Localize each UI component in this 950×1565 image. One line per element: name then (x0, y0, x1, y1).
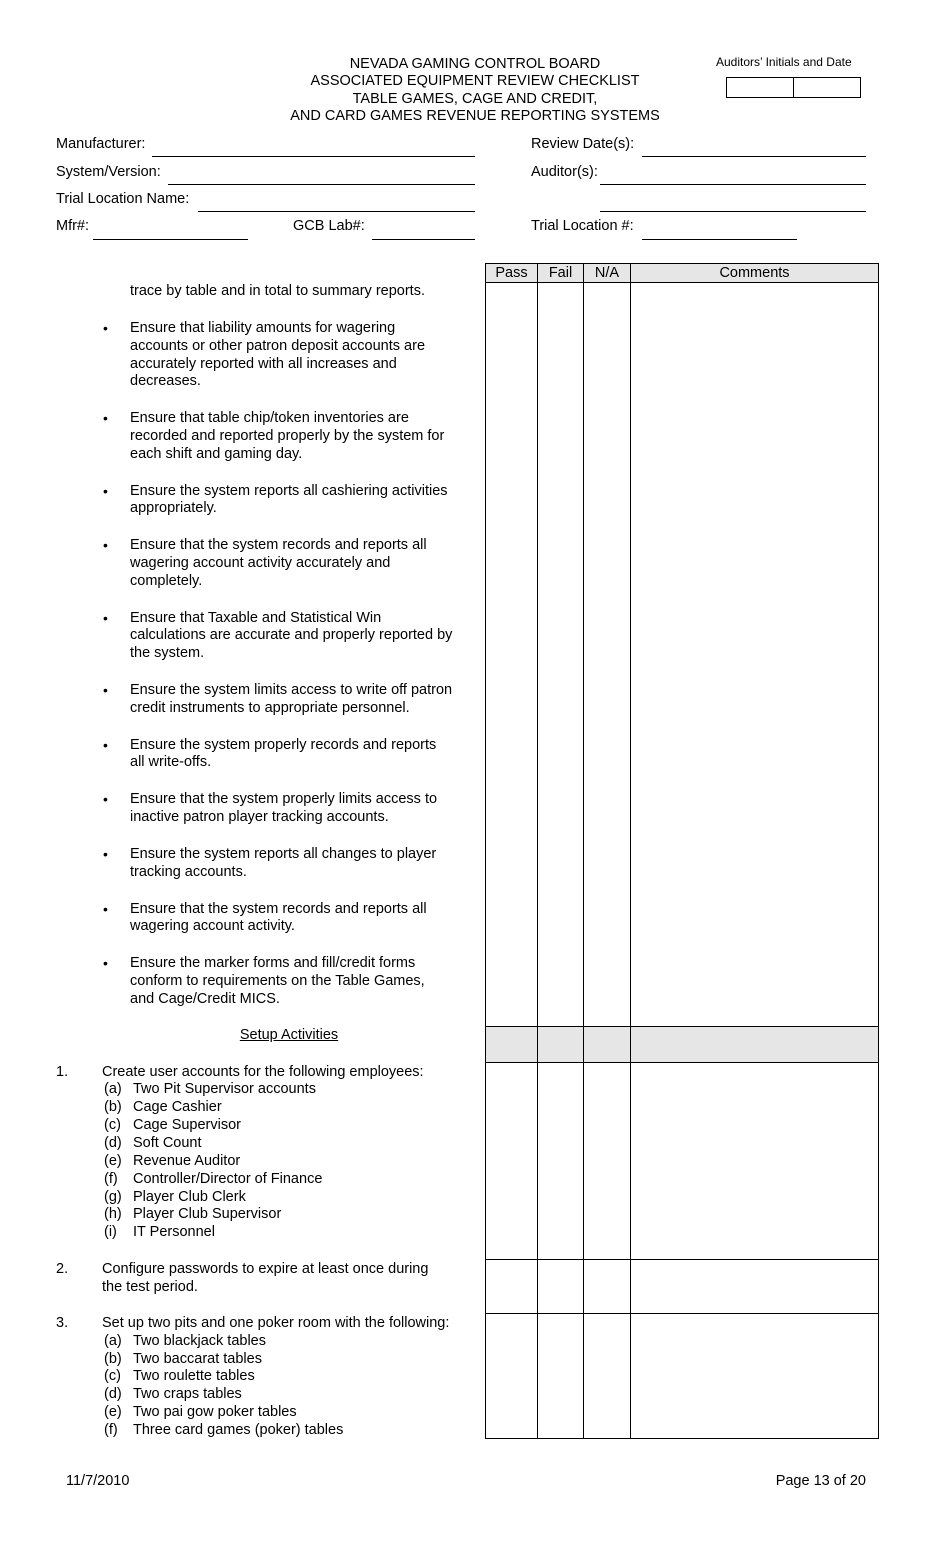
sub-text: Player Club Supervisor (133, 1206, 282, 1222)
bullet-line: accurately reported with all increases and (130, 356, 397, 372)
bullet-line: calculations are accurate and properly reported by (130, 627, 453, 643)
bullet-line: recorded and reported properly by the system for (130, 428, 445, 444)
sub-text: Cage Cashier (133, 1099, 222, 1115)
bullet-line: accounts or other patron deposit accounts are (130, 338, 426, 354)
sub-text: IT Personnel (133, 1224, 215, 1240)
bullet-icon: • (103, 901, 108, 917)
bullet-line: all write-offs. (130, 754, 212, 770)
manufacturer-field[interactable] (152, 156, 475, 157)
item-text: Configure passwords to expire at least once during (102, 1261, 429, 1277)
bullet-line: Ensure the system properly records and reports (130, 737, 437, 753)
bullet-line: conform to requirements on the Table Games, (130, 973, 425, 989)
sub-text: Two baccarat tables (133, 1351, 262, 1367)
bullet-line: inactive patron player tracking accounts. (130, 809, 389, 825)
bullet-icon: • (103, 410, 108, 426)
section-shaded-row (486, 1026, 878, 1062)
sub-text: Two blackjack tables (133, 1333, 266, 1349)
item-number: 3. (56, 1315, 69, 1331)
mfr-number-field[interactable] (93, 239, 248, 240)
bullet-line: each shift and gaming day. (130, 446, 303, 462)
bullet-line: Ensure that the system records and reports all (130, 537, 427, 553)
sub-text: Three card games (poker) tables (133, 1422, 344, 1438)
item-text: Set up two pits and one poker room with the following: (102, 1315, 450, 1331)
footer-date: 11/7/2010 (66, 1473, 130, 1489)
sub-letter: (c) (104, 1117, 121, 1133)
bullet-icon: • (103, 610, 108, 626)
header-line-4: AND CARD GAMES REVENUE REPORTING SYSTEMS (290, 108, 660, 124)
checklist-table (485, 263, 879, 1439)
trial-location-number-field[interactable] (642, 239, 797, 240)
fail-column-header: Fail (548, 265, 573, 281)
item-text: Create user accounts for the following employees: (102, 1064, 424, 1080)
gcb-lab-number-field[interactable] (372, 239, 475, 240)
bullet-line: Ensure that the system records and reports all (130, 901, 427, 917)
bullet-line: appropriately. (130, 500, 217, 516)
auditors-field-2[interactable] (600, 211, 866, 212)
bullet-icon: • (103, 846, 108, 862)
auditors-initials-label: Auditors’ Initials and Date (716, 55, 852, 69)
trial-location-number-label: Trial Location #: (531, 218, 634, 234)
sub-text: Soft Count (133, 1135, 202, 1151)
sub-text: Two pai gow poker tables (133, 1404, 297, 1420)
na-column-header: N/A (594, 265, 620, 281)
mfr-number-label: Mfr#: (56, 218, 90, 234)
bullet-line: Ensure the marker forms and fill/credit forms (130, 955, 416, 971)
manufacturer-label: Manufacturer: (56, 136, 146, 152)
bullet-line: Ensure that Taxable and Statistical Win (130, 610, 382, 626)
sub-letter: (e) (104, 1404, 122, 1420)
bullet-icon: • (103, 320, 108, 336)
section-title: Setup Activities (239, 1027, 339, 1043)
bullet-line: decreases. (130, 373, 201, 389)
auditors-initials-box[interactable] (726, 77, 861, 98)
system-version-field[interactable] (168, 184, 475, 185)
sub-letter: (b) (104, 1099, 122, 1115)
sub-letter: (c) (104, 1368, 121, 1384)
bullet-icon: • (103, 682, 108, 698)
bullet-line: the system. (130, 645, 205, 661)
bullet-line: credit instruments to appropriate personnel. (130, 700, 410, 716)
continuation-text: trace by table and in total to summary reports. (130, 283, 425, 299)
bullet-line: and Cage/Credit MICS. (130, 991, 280, 1007)
sub-text: Player Club Clerk (133, 1189, 246, 1205)
review-dates-field[interactable] (642, 156, 866, 157)
bullet-icon: • (103, 483, 108, 499)
sub-letter: (a) (104, 1081, 122, 1097)
bullet-line: Ensure the system reports all cashiering activities (130, 483, 448, 499)
item-text: the test period. (102, 1279, 198, 1295)
auditors-label: Auditor(s): (531, 164, 598, 180)
item-number: 1. (56, 1064, 69, 1080)
sub-letter: (d) (104, 1386, 122, 1402)
header-line-1: NEVADA GAMING CONTROL BOARD (349, 56, 601, 72)
bullet-icon: • (103, 955, 108, 971)
bullet-icon: • (103, 737, 108, 753)
bullet-icon: • (103, 537, 108, 553)
trial-location-name-field[interactable] (198, 211, 475, 212)
sub-letter: (e) (104, 1153, 122, 1169)
auditors-field[interactable] (600, 184, 866, 185)
pass-column-header: Pass (495, 265, 528, 281)
footer-page-number: Page 13 of 20 (775, 1473, 866, 1489)
bullet-line: Ensure that the system properly limits access to (130, 791, 438, 807)
bullet-icon: • (103, 791, 108, 807)
sub-letter: (d) (104, 1135, 122, 1151)
sub-text: Cage Supervisor (133, 1117, 241, 1133)
sub-text: Controller/Director of Finance (133, 1171, 323, 1187)
sub-text: Two roulette tables (133, 1368, 255, 1384)
bullet-line: Ensure the system limits access to write off patron (130, 682, 453, 698)
sub-letter: (i) (104, 1224, 117, 1240)
trial-location-name-label: Trial Location Name: (56, 191, 190, 207)
header-line-2: ASSOCIATED EQUIPMENT REVIEW CHECKLIST (310, 73, 640, 89)
sub-letter: (a) (104, 1333, 122, 1349)
item-number: 2. (56, 1261, 69, 1277)
sub-text: Two Pit Supervisor accounts (133, 1081, 316, 1097)
bullet-line: wagering account activity accurately and (130, 555, 391, 571)
sub-letter: (g) (104, 1189, 122, 1205)
sub-text: Two craps tables (133, 1386, 242, 1402)
bullet-line: Ensure that liability amounts for wagering (130, 320, 396, 336)
bullet-line: Ensure that table chip/token inventories are (130, 410, 409, 426)
sub-letter: (f) (104, 1171, 118, 1187)
review-dates-label: Review Date(s): (531, 136, 635, 152)
bullet-line: Ensure the system reports all changes to player (130, 846, 437, 862)
bullet-line: completely. (130, 573, 203, 589)
sub-letter: (b) (104, 1351, 122, 1367)
bullet-line: tracking accounts. (130, 864, 247, 880)
sub-text: Revenue Auditor (133, 1153, 241, 1169)
gcb-lab-number-label: GCB Lab#: (293, 218, 365, 234)
header-line-3: TABLE GAMES, CAGE AND CREDIT, (352, 91, 598, 107)
sub-letter: (f) (104, 1422, 118, 1438)
sub-letter: (h) (104, 1206, 122, 1222)
system-version-label: System/Version: (56, 164, 161, 180)
bullet-line: wagering account activity. (130, 918, 295, 934)
comments-column-header: Comments (719, 265, 790, 281)
